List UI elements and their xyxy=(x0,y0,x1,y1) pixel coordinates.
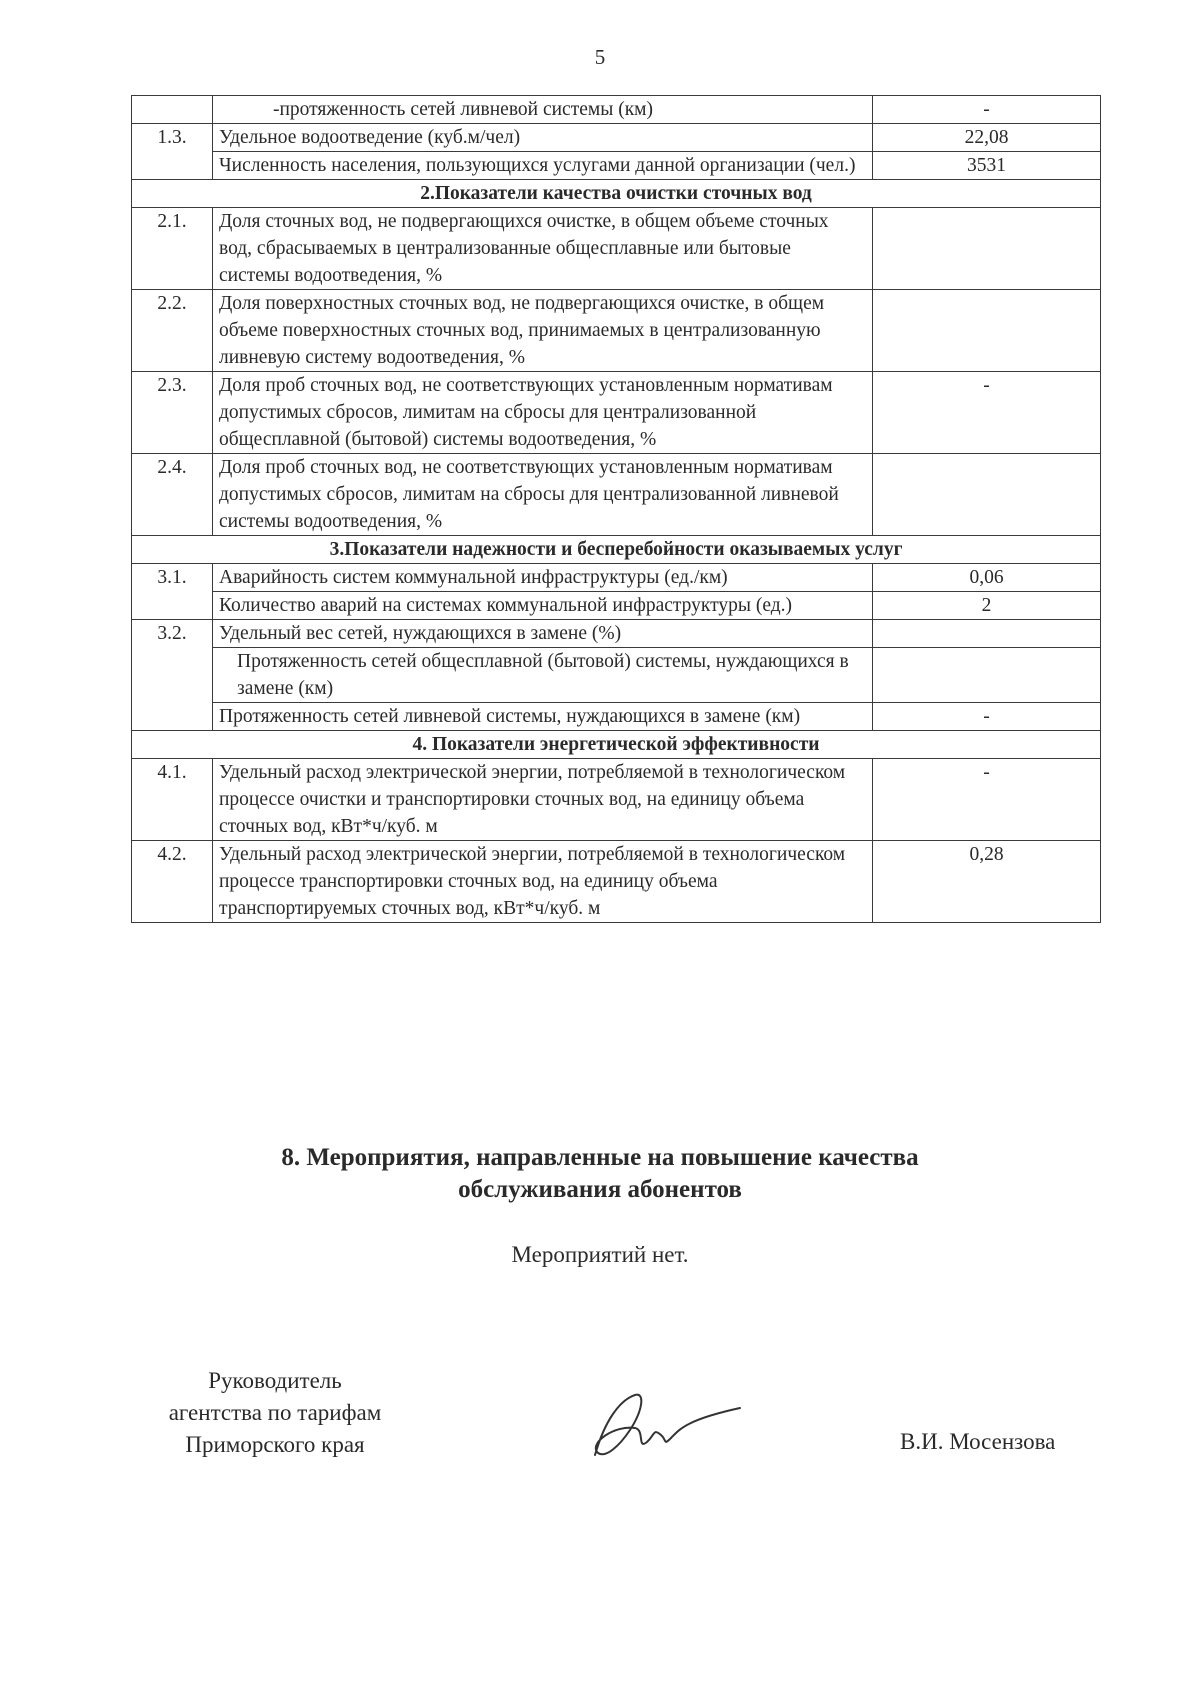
table-row xyxy=(132,648,1101,703)
row-number: 2.4. xyxy=(132,454,213,536)
row-number: 3.2. xyxy=(132,620,213,731)
row-number: 4.2. xyxy=(132,841,213,923)
table-row xyxy=(132,564,1101,592)
indicator-value xyxy=(873,620,1101,648)
table-row xyxy=(132,759,1101,841)
table-row xyxy=(132,290,1101,372)
indicator-value: 3531 xyxy=(873,152,1101,180)
row-number: 2.1. xyxy=(132,208,213,290)
indicator-description: -протяженность сетей ливневой системы (км) xyxy=(213,96,873,124)
indicator-description: Доля поверхностных сточных вод, не подвергающихся очистке, в общем объеме поверхностных сточных вод, принимаемых в централизованную ливневую систему водоотведения, % xyxy=(213,290,873,372)
table-row xyxy=(132,592,1101,620)
table-row xyxy=(132,96,1101,124)
indicator-description: Протяженность сетей ливневой системы, нуждающихся в замене (км) xyxy=(213,703,873,731)
indicator-value xyxy=(873,648,1101,703)
position-line2: агентства по тарифам xyxy=(168,1400,382,1425)
table-row xyxy=(132,208,1101,290)
handwritten-signature xyxy=(575,1380,745,1470)
indicator-description: Протяженность сетей общесплавной (бытовой) системы, нуждающихся в замене (км) xyxy=(213,648,873,703)
indicator-value xyxy=(873,290,1101,372)
indicators-table xyxy=(131,95,1101,923)
table-row xyxy=(132,372,1101,454)
row-number: 1.3. xyxy=(132,124,213,180)
position-line3: Приморского края xyxy=(185,1432,365,1457)
table-row xyxy=(132,152,1101,180)
page-number: 5 xyxy=(594,45,606,69)
indicator-value: - xyxy=(873,372,1101,454)
signatory-position xyxy=(125,1365,425,1461)
indicator-description: Доля проб сточных вод, не соответствующих установленным нормативам допустимых сбросов, лимитам на сбросы для централизованной общесплавной (бытовой) системы водоотведения, % xyxy=(213,372,873,454)
indicator-description: Доля проб сточных вод, не соответствующих установленным нормативам допустимых сбросов, лимитам на сбросы для централизованной ливневой системы водоотведения, % xyxy=(213,454,873,536)
indicator-description: Доля сточных вод, не подвергающихся очистке, в общем объеме сточных вод, сбрасываемых в централизованные общесплавные или бытовые системы водоотведения, % xyxy=(213,208,873,290)
row-number xyxy=(132,96,213,124)
table-section-row xyxy=(132,180,1101,208)
indicator-description: Аварийность систем коммунальной инфраструктуры (ед./км) xyxy=(213,564,873,592)
section-heading: 4. Показатели энергетической эффективности xyxy=(132,731,1101,759)
row-number: 4.1. xyxy=(132,759,213,841)
table-section-row xyxy=(132,731,1101,759)
indicator-value: 22,08 xyxy=(873,124,1101,152)
table-row xyxy=(132,454,1101,536)
position-line1: Руководитель xyxy=(208,1368,342,1393)
indicator-description: Удельный расход электрической энергии, потребляемой в технологическом процессе транспортировки сточных вод, на единицу объема транспортируемых сточных вод, кВт*ч/куб. м xyxy=(213,841,873,923)
indicator-description: Количество аварий на системах коммунальной инфраструктуры (ед.) xyxy=(213,592,873,620)
section-8-title xyxy=(0,1142,1200,1206)
row-number: 2.3. xyxy=(132,372,213,454)
indicator-value: 2 xyxy=(873,592,1101,620)
table-row xyxy=(132,620,1101,648)
table-section-row xyxy=(132,536,1101,564)
section-heading: 3.Показатели надежности и бесперебойности оказываемых услуг xyxy=(132,536,1101,564)
table-row xyxy=(132,703,1101,731)
signatory-name: В.И. Мосензова xyxy=(900,1429,1056,1454)
section-heading: 2.Показатели качества очистки сточных вод xyxy=(132,180,1101,208)
section-8-title-line1: 8. Мероприятия, направленные на повышение качества xyxy=(281,1144,919,1171)
indicator-description: Удельное водоотведение (куб.м/чел) xyxy=(213,124,873,152)
indicator-value: - xyxy=(873,703,1101,731)
table-row xyxy=(132,841,1101,923)
indicator-description: Удельный расход электрической энергии, потребляемой в технологическом процессе очистки и транспортировки сточных вод, на единицу объема сточных вод, кВт*ч/куб. м xyxy=(213,759,873,841)
indicator-value: - xyxy=(873,759,1101,841)
row-number: 3.1. xyxy=(132,564,213,620)
indicator-value: - xyxy=(873,96,1101,124)
no-measures-text: Мероприятий нет. xyxy=(511,1242,689,1267)
section-8-title-line2: обслуживания абонентов xyxy=(458,1176,742,1203)
table-row xyxy=(132,124,1101,152)
indicator-value: 0,28 xyxy=(873,841,1101,923)
row-number: 2.2. xyxy=(132,290,213,372)
indicator-value xyxy=(873,454,1101,536)
indicator-description: Удельный вес сетей, нуждающихся в замене (%) xyxy=(213,620,873,648)
indicator-value xyxy=(873,208,1101,290)
indicator-description: Численность населения, пользующихся услугами данной организации (чел.) xyxy=(213,152,873,180)
indicator-value: 0,06 xyxy=(873,564,1101,592)
